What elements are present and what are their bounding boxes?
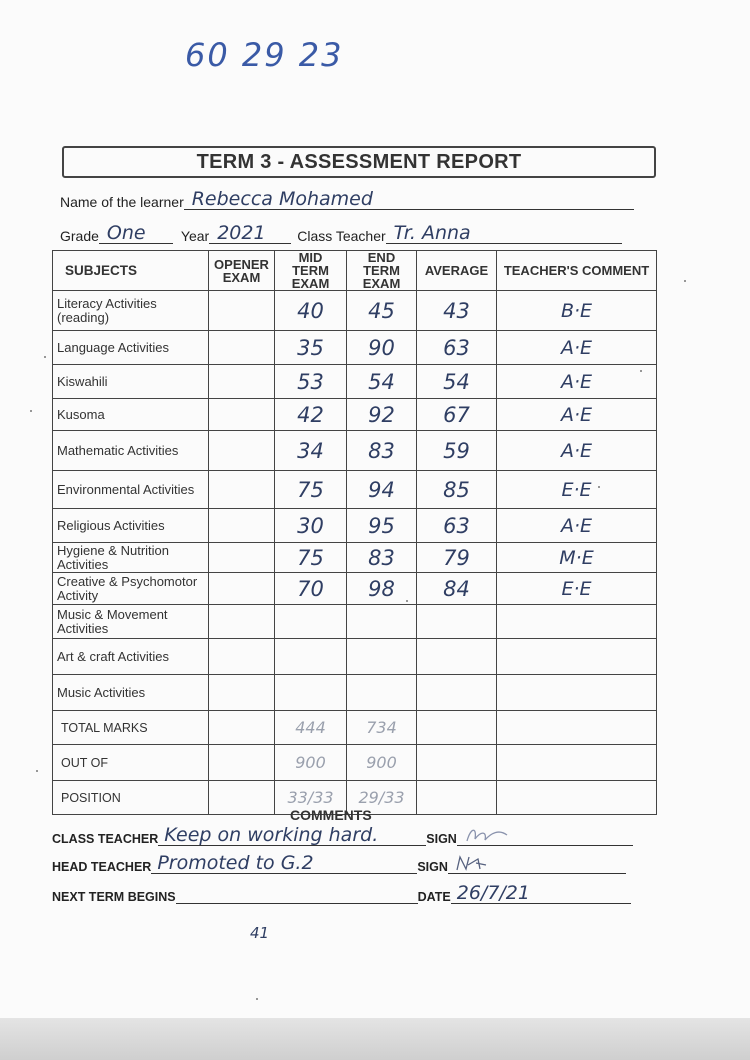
end-term-value: 900 bbox=[366, 752, 397, 772]
scan-speck bbox=[36, 770, 38, 772]
end-term-cell bbox=[347, 291, 417, 331]
opener-exam-cell bbox=[209, 745, 275, 781]
table-row bbox=[53, 675, 657, 711]
head-teacher-signature bbox=[448, 852, 626, 874]
teacher-comment-cell bbox=[497, 605, 657, 639]
opener-exam-cell bbox=[209, 605, 275, 639]
header-mid-term-exam: MID TERM EXAM bbox=[275, 251, 347, 291]
average-cell bbox=[417, 471, 497, 509]
teacher-comment-cell bbox=[497, 711, 657, 745]
head-teacher-comment-row bbox=[52, 852, 626, 874]
reference-number: 60 29 23 bbox=[185, 36, 344, 74]
mid-term-value: 75 bbox=[297, 545, 324, 570]
mid-term-cell bbox=[275, 745, 347, 781]
average-cell bbox=[417, 399, 497, 431]
class-teacher-comment-label: CLASS TEACHER bbox=[52, 832, 159, 846]
mid-term-value: 40 bbox=[297, 298, 324, 323]
next-term-label: NEXT TERM BEGINS bbox=[52, 890, 176, 904]
average-value: 43 bbox=[443, 298, 470, 323]
scan-edge bbox=[0, 1018, 750, 1060]
average-value: 54 bbox=[443, 369, 470, 394]
average-value: 63 bbox=[443, 335, 470, 360]
subject-cell: Mathematic Activities bbox=[53, 431, 209, 471]
report-title: TERM 3 - ASSESSMENT REPORT bbox=[196, 150, 522, 173]
teacher-comment-value: M·E bbox=[559, 546, 594, 569]
table-row bbox=[53, 639, 657, 675]
end-term-cell bbox=[347, 431, 417, 471]
average-cell bbox=[417, 431, 497, 471]
opener-exam-cell bbox=[209, 781, 275, 815]
average-value: 59 bbox=[443, 438, 470, 463]
next-term-field bbox=[176, 882, 418, 904]
mid-term-value: 33/33 bbox=[287, 787, 334, 807]
end-term-cell bbox=[347, 745, 417, 781]
average-value: 63 bbox=[443, 513, 470, 538]
mid-term-cell bbox=[275, 291, 347, 331]
teacher-comment-cell bbox=[497, 331, 657, 365]
class-teacher-field bbox=[386, 222, 622, 244]
subject-cell: TOTAL MARKS bbox=[53, 711, 209, 745]
end-term-value: 54 bbox=[368, 369, 395, 394]
head-teacher-sign-label: SIGN bbox=[417, 860, 448, 874]
class-teacher-comment-row bbox=[52, 824, 633, 846]
header-opener-exam: OPENER EXAM bbox=[209, 251, 275, 291]
end-term-value: 83 bbox=[368, 438, 395, 463]
opener-exam-cell bbox=[209, 291, 275, 331]
teacher-comment-value: E·E bbox=[561, 478, 592, 501]
scan-speck bbox=[598, 486, 600, 488]
header-end-term-exam: END TERM EXAM bbox=[347, 251, 417, 291]
date-label: DATE bbox=[417, 890, 451, 904]
teacher-comment-cell bbox=[497, 573, 657, 605]
end-term-value: 83 bbox=[368, 545, 395, 570]
average-cell bbox=[417, 711, 497, 745]
opener-exam-cell bbox=[209, 399, 275, 431]
learner-name-field bbox=[184, 188, 634, 210]
grade-value: One bbox=[106, 222, 146, 244]
mid-term-value: 30 bbox=[297, 513, 324, 538]
opener-exam-cell bbox=[209, 639, 275, 675]
table-row bbox=[53, 291, 657, 331]
opener-exam-cell bbox=[209, 573, 275, 605]
average-cell bbox=[417, 331, 497, 365]
opener-exam-cell bbox=[209, 543, 275, 573]
subject-cell: POSITION bbox=[53, 781, 209, 815]
teacher-comment-value: E·E bbox=[561, 577, 592, 600]
subject-cell: OUT OF bbox=[53, 745, 209, 781]
head-teacher-comment-value: Promoted to G.2 bbox=[157, 852, 314, 874]
class-teacher-comment-value: Keep on working hard. bbox=[164, 824, 379, 846]
subject-cell: Music & Movement Activities bbox=[53, 605, 209, 639]
table-row bbox=[53, 471, 657, 509]
mid-term-value: 42 bbox=[297, 402, 324, 427]
opener-exam-cell bbox=[209, 711, 275, 745]
mid-term-cell bbox=[275, 471, 347, 509]
mid-term-cell bbox=[275, 675, 347, 711]
subject-cell: Language Activities bbox=[53, 331, 209, 365]
year-value: 2021 bbox=[217, 222, 266, 244]
end-term-cell bbox=[347, 639, 417, 675]
opener-exam-cell bbox=[209, 365, 275, 399]
end-term-cell bbox=[347, 509, 417, 543]
table-row bbox=[53, 399, 657, 431]
teacher-comment-cell bbox=[497, 781, 657, 815]
average-cell bbox=[417, 509, 497, 543]
mid-term-cell bbox=[275, 605, 347, 639]
average-value: 67 bbox=[443, 402, 470, 427]
scan-speck bbox=[256, 998, 258, 1000]
average-cell bbox=[417, 605, 497, 639]
average-cell bbox=[417, 365, 497, 399]
teacher-comment-cell bbox=[497, 639, 657, 675]
head-teacher-comment-label: HEAD TEACHER bbox=[52, 860, 152, 874]
mid-term-value: 900 bbox=[295, 752, 326, 772]
end-term-cell bbox=[347, 675, 417, 711]
end-term-value: 98 bbox=[368, 576, 395, 601]
end-term-value: 90 bbox=[368, 335, 395, 360]
end-term-cell bbox=[347, 543, 417, 573]
teacher-comment-value: A·E bbox=[560, 439, 593, 462]
learner-name-row bbox=[60, 188, 634, 210]
table-row bbox=[53, 543, 657, 573]
average-cell bbox=[417, 639, 497, 675]
end-term-value: 92 bbox=[368, 402, 395, 427]
scan-speck bbox=[640, 370, 642, 372]
class-teacher-value: Tr. Anna bbox=[393, 222, 471, 244]
grade-label: Grade bbox=[60, 228, 99, 244]
teacher-comment-cell bbox=[497, 745, 657, 781]
comments-title: COMMENTS bbox=[290, 807, 372, 823]
mid-term-cell bbox=[275, 399, 347, 431]
mid-term-value: 35 bbox=[297, 335, 324, 360]
signature-mark bbox=[454, 853, 494, 873]
end-term-cell bbox=[347, 331, 417, 365]
average-value: 79 bbox=[443, 545, 470, 570]
subject-cell: Literacy Activities (reading) bbox=[53, 291, 209, 331]
end-term-cell bbox=[347, 399, 417, 431]
header-subjects: SUBJECTS bbox=[53, 251, 209, 291]
mid-term-cell bbox=[275, 509, 347, 543]
date-value: 26/7/21 bbox=[456, 882, 530, 904]
table-row bbox=[53, 365, 657, 399]
year-label: Year bbox=[180, 228, 210, 244]
opener-exam-cell bbox=[209, 509, 275, 543]
subject-cell: Kiswahili bbox=[53, 365, 209, 399]
teacher-comment-cell bbox=[497, 675, 657, 711]
table-row bbox=[53, 745, 657, 781]
learner-name-label: Name of the learner bbox=[60, 194, 184, 210]
subject-cell: Environmental Activities bbox=[53, 471, 209, 509]
head-teacher-comment-field bbox=[151, 852, 417, 874]
mid-term-cell bbox=[275, 711, 347, 745]
mid-term-value: 70 bbox=[297, 576, 324, 601]
scan-speck bbox=[30, 410, 32, 412]
teacher-comment-value: B·E bbox=[560, 299, 593, 322]
table-row bbox=[53, 711, 657, 745]
class-teacher-comment-field bbox=[158, 824, 426, 846]
end-term-cell bbox=[347, 471, 417, 509]
class-teacher-signature bbox=[457, 824, 633, 846]
teacher-comment-cell bbox=[497, 431, 657, 471]
year-field bbox=[209, 222, 291, 244]
mid-term-cell bbox=[275, 543, 347, 573]
end-term-value: 45 bbox=[368, 298, 395, 323]
report-title-box bbox=[62, 146, 656, 178]
assessment-table bbox=[52, 250, 657, 815]
end-term-value: 95 bbox=[368, 513, 395, 538]
subject-cell: Art & craft Activities bbox=[53, 639, 209, 675]
end-term-value: 94 bbox=[368, 477, 395, 502]
mid-term-value: 444 bbox=[295, 717, 326, 737]
scan-speck bbox=[684, 280, 686, 282]
subject-cell: Creative & Psychomotor Activity bbox=[53, 573, 209, 605]
subject-cell: Hygiene & Nutrition Activities bbox=[53, 543, 209, 573]
end-term-value: 29/33 bbox=[358, 787, 405, 807]
mid-term-cell bbox=[275, 365, 347, 399]
table-row bbox=[53, 509, 657, 543]
teacher-comment-value: A·E bbox=[560, 370, 593, 393]
mid-term-value: 53 bbox=[297, 369, 324, 394]
average-cell bbox=[417, 675, 497, 711]
end-term-cell bbox=[347, 365, 417, 399]
learner-name-value: Rebecca Mohamed bbox=[191, 188, 373, 210]
average-cell bbox=[417, 291, 497, 331]
subject-cell: Religious Activities bbox=[53, 509, 209, 543]
class-teacher-sign-label: SIGN bbox=[426, 832, 457, 846]
teacher-comment-cell bbox=[497, 365, 657, 399]
teacher-comment-cell bbox=[497, 291, 657, 331]
teacher-comment-value: A·E bbox=[560, 403, 593, 426]
table-row bbox=[53, 431, 657, 471]
subject-cell: Music Activities bbox=[53, 675, 209, 711]
signature-mark bbox=[463, 825, 513, 845]
end-term-cell bbox=[347, 605, 417, 639]
mid-term-cell bbox=[275, 331, 347, 365]
header-teachers-comment: TEACHER'S COMMENT bbox=[497, 251, 657, 291]
teacher-comment-value: A·E bbox=[560, 514, 593, 537]
scan-speck bbox=[406, 600, 408, 602]
table-header-row bbox=[53, 251, 657, 291]
teacher-comment-cell bbox=[497, 509, 657, 543]
mid-term-cell bbox=[275, 639, 347, 675]
table-row bbox=[53, 331, 657, 365]
average-cell bbox=[417, 745, 497, 781]
teacher-comment-value: A·E bbox=[560, 336, 593, 359]
mid-term-cell bbox=[275, 573, 347, 605]
next-term-row bbox=[52, 882, 631, 904]
page-number: 41 bbox=[250, 924, 270, 942]
teacher-comment-cell bbox=[497, 399, 657, 431]
mid-term-value: 75 bbox=[297, 477, 324, 502]
class-teacher-label: Class Teacher bbox=[297, 228, 386, 244]
opener-exam-cell bbox=[209, 471, 275, 509]
mid-term-cell bbox=[275, 431, 347, 471]
average-cell bbox=[417, 573, 497, 605]
table-row bbox=[53, 605, 657, 639]
grade-field bbox=[99, 222, 173, 244]
opener-exam-cell bbox=[209, 675, 275, 711]
teacher-comment-cell bbox=[497, 471, 657, 509]
end-term-value: 734 bbox=[366, 717, 397, 737]
header-average: AVERAGE bbox=[417, 251, 497, 291]
scan-speck bbox=[44, 356, 46, 358]
average-cell bbox=[417, 781, 497, 815]
grade-row bbox=[60, 222, 622, 244]
subject-cell: Kusoma bbox=[53, 399, 209, 431]
end-term-cell bbox=[347, 711, 417, 745]
opener-exam-cell bbox=[209, 431, 275, 471]
average-value: 84 bbox=[443, 576, 470, 601]
teacher-comment-cell bbox=[497, 543, 657, 573]
average-cell bbox=[417, 543, 497, 573]
average-value: 85 bbox=[443, 477, 470, 502]
date-field bbox=[451, 882, 631, 904]
opener-exam-cell bbox=[209, 331, 275, 365]
mid-term-value: 34 bbox=[297, 438, 324, 463]
table-row bbox=[53, 573, 657, 605]
